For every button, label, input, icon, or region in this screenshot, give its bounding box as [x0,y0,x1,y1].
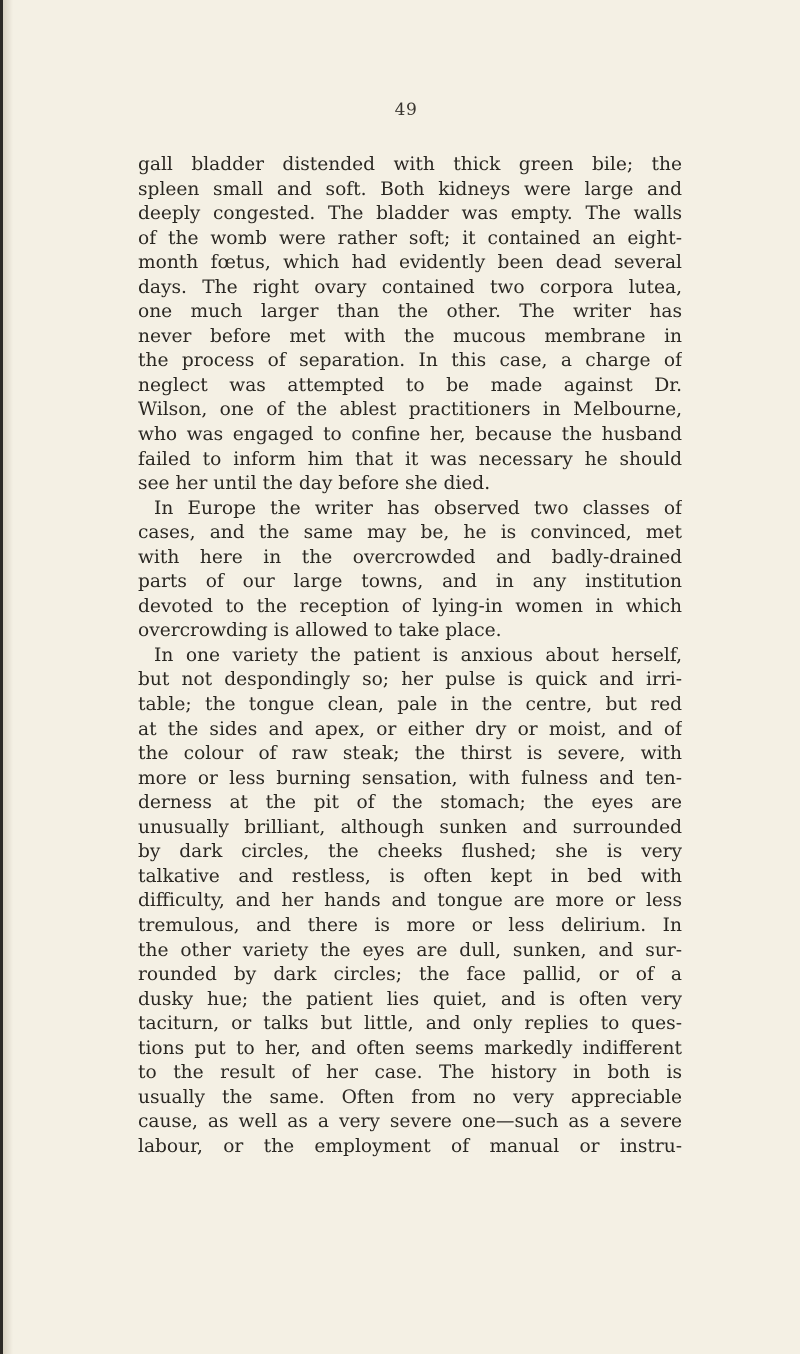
text-line: at the sides and apex, or either dry or moist, and of [138,718,682,740]
body-text [138,153,682,1159]
text-line: month fœtus, which had evidently been dead several [138,252,682,274]
text-line: devoted to the reception of lying-in women in which [138,595,682,617]
text-line: spleen small and soft. Both kidneys were large and [138,178,682,200]
text-line: cases, and the same may be, he is convinced, met [138,522,682,544]
text-line: deeply congested. The bladder was empty. The walls [138,203,682,225]
text-line: In Europe the writer has observed two classes of [154,497,682,519]
text-line: see her until the day before she died. [138,473,491,495]
text-line: usually the same. Often from no very appreciable [138,1086,682,1108]
text-line: In one variety the patient is anxious about herself, [154,644,682,666]
text-line: the process of separation. In this case, a charge of [138,350,682,372]
text-line: overcrowding is allowed to take place. [138,620,502,642]
text-line: with here in the overcrowded and badly-drained [138,546,682,568]
text-line: tremulous, and there is more or less delirium. In [138,914,682,936]
text-line: to the result of her case. The history in both is [138,1062,682,1084]
page-number: 49 [394,100,418,120]
page-gutter-shadow [3,0,13,1354]
text-line: talkative and restless, is often kept in bed with [138,865,682,887]
text-line: failed to inform him that it was necessary he should [138,448,682,470]
text-line: the other variety the eyes are dull, sunken, and sur- [138,939,682,961]
text-line: more or less burning sensation, with fulness and ten- [138,767,682,789]
text-line: unusually brilliant, although sunken and surrounded [138,816,682,838]
text-line: never before met with the mucous membrane in [138,325,682,347]
text-line: cause, as well as a very severe one—such as a severe [138,1111,682,1133]
text-line: derness at the pit of the stomach; the eyes are [138,792,682,814]
text-line: one much larger than the other. The writer has [138,301,682,323]
text-line: dusky hue; the patient lies quiet, and is often very [138,988,682,1010]
text-line: who was engaged to confine her, because the husband [138,424,682,446]
text-line: of the womb were rather soft; it contained an eight- [138,227,682,249]
text-line: parts of our large towns, and in any institution [138,571,682,593]
text-line: tions put to her, and often seems markedly indifferent [138,1037,682,1059]
text-line: days. The right ovary contained two corpora lutea, [138,276,682,298]
text-line: gall bladder distended with thick green bile; the [138,154,682,175]
text-line: rounded by dark circles; the face pallid, or of a [138,964,682,986]
text-line: difficulty, and her hands and tongue are more or less [138,890,682,912]
text-line: taciturn, or talks but little, and only replies to ques- [138,1013,682,1035]
text-line: the colour of raw steak; the thirst is severe, with [138,743,682,765]
text-line: neglect was attempted to be made against Dr. [138,374,682,396]
text-line: Wilson, one of the ablest practitioners in Melbourne, [138,399,682,421]
text-line: labour, or the employment of manual or instru- [138,1135,682,1157]
text-line: table; the tongue clean, pale in the centre, but red [138,694,682,716]
text-line: but not despondingly so; her pulse is quick and irri- [138,669,682,691]
text-line: by dark circles, the cheeks flushed; she is very [138,841,682,863]
